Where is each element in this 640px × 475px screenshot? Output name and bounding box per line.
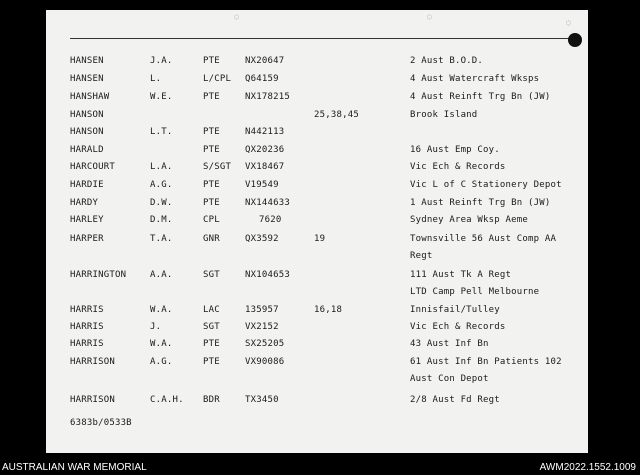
entry-service-number: NX104653: [245, 270, 290, 280]
entry-unit: Brook Island: [410, 110, 478, 120]
entry-initials: W.A.: [150, 339, 173, 349]
entry-surname: HARRIS: [70, 305, 104, 315]
top-rule: [70, 38, 570, 39]
entry-surname: HARCOURT: [70, 162, 115, 172]
entry-unit: 2 Aust B.O.D.: [410, 56, 484, 66]
footer-accession: AWM2022.1552.1009: [539, 462, 636, 473]
entry-service-number: Q64159: [245, 74, 279, 84]
entry-unit: 16 Aust Emp Coy.: [410, 145, 500, 155]
entry-service-number: 7620: [259, 215, 282, 225]
entry-unit: Townsville 56 Aust Comp AA: [410, 234, 557, 244]
entry-unit-continued: LTD Camp Pell Melbourne: [410, 287, 540, 297]
entry-unit: 1 Aust Reinft Trg Bn (JW): [410, 198, 551, 208]
entry-rank: S/SGT: [203, 162, 232, 172]
entry-service-number: QX3592: [245, 234, 279, 244]
entry-initials: A.A.: [150, 270, 173, 280]
entry-service-number: QX20236: [245, 145, 285, 155]
entry-unit: 61 Aust Inf Bn Patients 102: [410, 357, 562, 367]
entry-service-number: 135957: [245, 305, 279, 315]
entry-rank: L/CPL: [203, 74, 232, 84]
entry-initials: J.A.: [150, 56, 173, 66]
entry-service-number: SX25205: [245, 339, 285, 349]
entry-service-number: VX90086: [245, 357, 285, 367]
entry-unit-continued: Regt: [410, 251, 433, 261]
entry-rank: BDR: [203, 395, 220, 405]
entry-pages: 16,18: [314, 305, 343, 315]
entry-surname: HARRIS: [70, 322, 104, 332]
entry-initials: A.G.: [150, 180, 173, 190]
entry-unit: Sydney Area Wksp Aeme: [410, 215, 528, 225]
faint-mark: ◌: [566, 18, 571, 27]
entry-rank: PTE: [203, 92, 220, 102]
entry-initials: W.A.: [150, 305, 173, 315]
entry-surname: HARDY: [70, 198, 99, 208]
entry-service-number: VX18467: [245, 162, 285, 172]
entry-initials: T.A.: [150, 234, 173, 244]
entry-surname: HARPER: [70, 234, 104, 244]
entry-service-number: N442113: [245, 127, 285, 137]
faint-mark: ◌: [427, 12, 432, 21]
entry-surname: HARDIE: [70, 180, 104, 190]
entry-initials: L.: [150, 74, 162, 84]
entry-unit: Vic Ech & Records: [410, 322, 506, 332]
entry-service-number: VX2152: [245, 322, 279, 332]
entry-pages: 19: [314, 234, 326, 244]
entry-pages: 25,38,45: [314, 110, 359, 120]
entry-unit: 4 Aust Reinft Trg Bn (JW): [410, 92, 551, 102]
footer-institution: AUSTRALIAN WAR MEMORIAL: [2, 462, 147, 473]
entry-surname: HANSEN: [70, 56, 104, 66]
entry-unit: 43 Aust Inf Bn: [410, 339, 489, 349]
entry-initials: J.: [150, 322, 162, 332]
entry-initials: C.A.H.: [150, 395, 184, 405]
document-reference: 6383b/0533B: [70, 418, 132, 428]
entry-rank: PTE: [203, 180, 220, 190]
entry-surname: HARRISON: [70, 395, 115, 405]
entry-rank: PTE: [203, 56, 220, 66]
entry-rank: PTE: [203, 339, 220, 349]
entry-surname: HANSON: [70, 110, 104, 120]
entry-rank: GNR: [203, 234, 220, 244]
entry-unit: Vic Ech & Records: [410, 162, 506, 172]
entry-service-number: NX144633: [245, 198, 290, 208]
entry-service-number: NX178215: [245, 92, 290, 102]
entry-surname: HARRISON: [70, 357, 115, 367]
entry-initials: D.W.: [150, 198, 173, 208]
faint-mark: ◌: [234, 12, 239, 21]
entry-unit-continued: Aust Con Depot: [410, 374, 489, 384]
entry-rank: CPL: [203, 215, 220, 225]
entry-unit: 4 Aust Watercraft Wksps: [410, 74, 540, 84]
entry-unit: 2/8 Aust Fd Regt: [410, 395, 500, 405]
entry-initials: D.M.: [150, 215, 173, 225]
entry-initials: W.E.: [150, 92, 173, 102]
entry-surname: HARALD: [70, 145, 104, 155]
entry-rank: LAC: [203, 305, 220, 315]
entry-rank: PTE: [203, 145, 220, 155]
entry-initials: L.T.: [150, 127, 173, 137]
entry-service-number: NX20647: [245, 56, 285, 66]
entry-rank: SGT: [203, 322, 220, 332]
entry-service-number: V19549: [245, 180, 279, 190]
entry-rank: PTE: [203, 127, 220, 137]
entry-rank: SGT: [203, 270, 220, 280]
entry-surname: HANSON: [70, 127, 104, 137]
entry-unit: Vic L of C Stationery Depot: [410, 180, 562, 190]
entry-service-number: TX3450: [245, 395, 279, 405]
entry-surname: HARRIS: [70, 339, 104, 349]
entry-surname: HANSHAW: [70, 92, 110, 102]
entry-surname: HANSEN: [70, 74, 104, 84]
entry-surname: HARLEY: [70, 215, 104, 225]
entry-unit: Innisfail/Tulley: [410, 305, 500, 315]
entry-unit: 111 Aust Tk A Regt: [410, 270, 512, 280]
entry-initials: L.A.: [150, 162, 173, 172]
punch-hole: [568, 33, 582, 47]
entry-rank: PTE: [203, 198, 220, 208]
entry-surname: HARRINGTON: [70, 270, 127, 280]
entry-initials: A.G.: [150, 357, 173, 367]
entry-rank: PTE: [203, 357, 220, 367]
